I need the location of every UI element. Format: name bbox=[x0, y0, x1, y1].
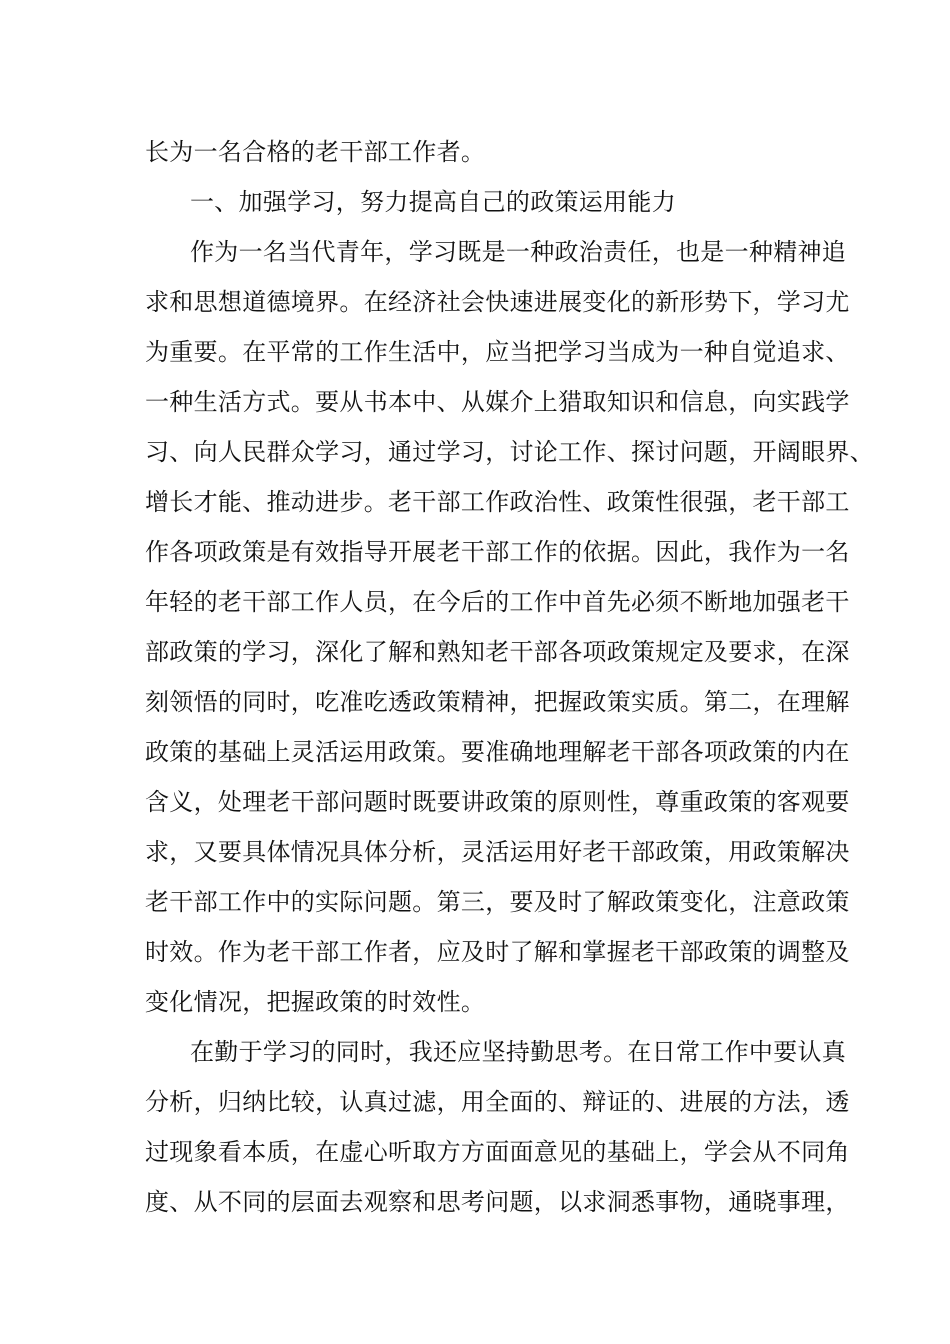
text-line: 含义，处理老干部问题时既要讲政策的原则性，尊重政策的客观要 bbox=[145, 788, 850, 816]
text-line: 习、向人民群众学习，通过学习，讨论工作、探讨问题，开阔眼界、 bbox=[145, 438, 874, 466]
text-line: 增长才能、推动进步。老干部工作政治性、政策性很强，老干部工 bbox=[145, 488, 850, 516]
text-line: 时效。作为老干部工作者，应及时了解和掌握老干部政策的调整及 bbox=[145, 938, 850, 966]
text-line: 长为一名合格的老干部工作者。 bbox=[145, 138, 486, 166]
text-line: 刻领悟的同时，吃准吃透政策精神，把握政策实质。第二，在理解 bbox=[145, 688, 850, 716]
text-line: 分析，归纳比较，认真过滤，用全面的、辩证的、进展的方法，透 bbox=[145, 1088, 850, 1116]
text-line: 作各项政策是有效指导开展老干部工作的依据。因此，我作为一名 bbox=[145, 538, 850, 566]
text-line: 老干部工作中的实际问题。第三，要及时了解政策变化，注意政策 bbox=[145, 888, 850, 916]
text-line: 求和思想道德境界。在经济社会快速进展变化的新形势下，学习尤 bbox=[145, 288, 850, 316]
text-line: 过现象看本质，在虚心听取方方面面意见的基础上，学会从不同角 bbox=[145, 1138, 850, 1166]
text-line: 政策的基础上灵活运用政策。要准确地理解老干部各项政策的内在 bbox=[145, 738, 850, 766]
text-line: 一种生活方式。要从书本中、从媒介上猎取知识和信息，向实践学 bbox=[145, 388, 850, 416]
text-line: 度、从不同的层面去观察和思考问题，以求洞悉事物，通晓事理， bbox=[145, 1188, 850, 1216]
section-heading: 一、加强学习，努力提高自己的政策运用能力 bbox=[190, 188, 676, 216]
text-line: 部政策的学习，深化了解和熟知老干部各项政策规定及要求，在深 bbox=[145, 638, 850, 666]
text-line: 为重要。在平常的工作生活中，应当把学习当成为一种自觉追求、 bbox=[145, 338, 850, 366]
text-line: 变化情况，把握政策的时效性。 bbox=[145, 988, 486, 1016]
text-line: 年轻的老干部工作人员，在今后的工作中首先必须不断地加强老干 bbox=[145, 588, 850, 616]
text-line: 求，又要具体情况具体分析，灵活运用好老干部政策，用政策解决 bbox=[145, 838, 850, 866]
text-line: 作为一名当代青年，学习既是一种政治责任，也是一种精神追 bbox=[190, 238, 847, 266]
text-line: 在勤于学习的同时，我还应坚持勤思考。在日常工作中要认真 bbox=[190, 1038, 847, 1066]
